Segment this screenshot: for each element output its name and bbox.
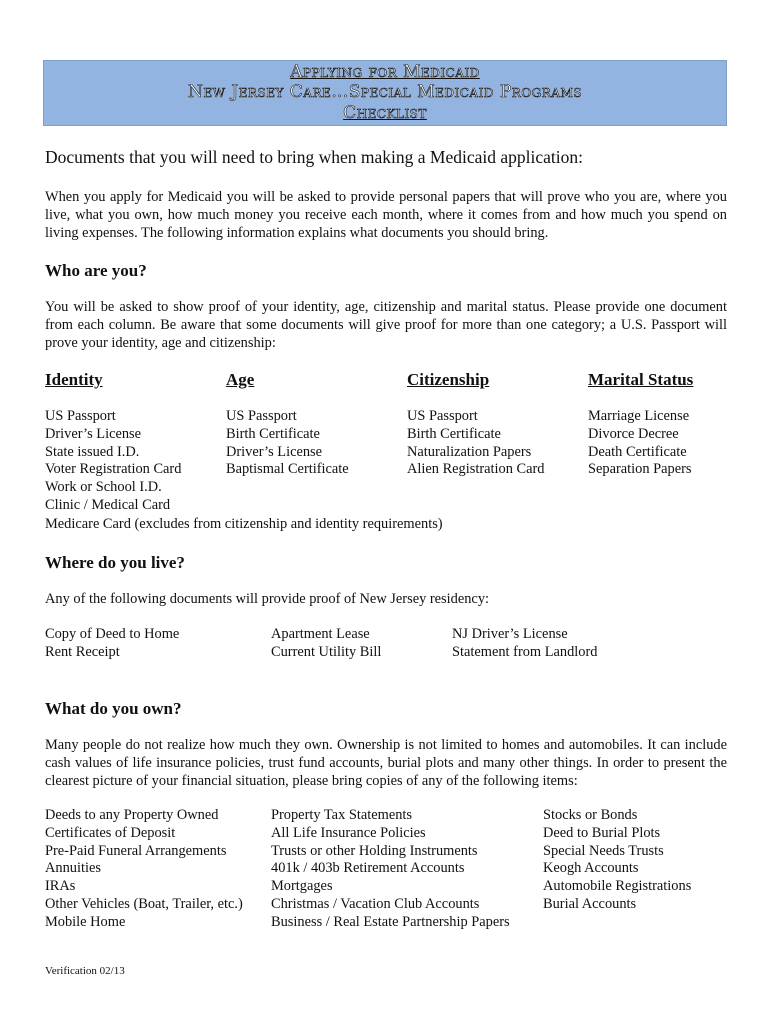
residency-list-1 — [45, 626, 179, 662]
list-item: Rent Receipt — [45, 643, 120, 660]
list-item: Alien Registration Card — [407, 461, 545, 478]
property-list-3 — [543, 807, 691, 914]
own-paragraph: Many people do not realize how much they own. Ownership is not limited to homes and automobiles. It can include cash values of life insurance policies, trust fund accounts, burial plots and many other things. In order to present the clearest picture of your financial situation, please bring copies of any of the following items: — [45, 737, 727, 789]
marital-list — [588, 408, 692, 479]
list-item: Other Vehicles (Boat, Trailer, etc.) — [45, 895, 243, 912]
list-item: Driver’s License — [45, 425, 142, 442]
list-item: Business / Real Estate Partnership Papers — [271, 913, 510, 930]
identity-list — [45, 408, 181, 515]
identity-column-title: Identity — [45, 370, 103, 389]
age-list — [226, 408, 349, 479]
list-item: Voter Registration Card — [45, 461, 182, 478]
list-item: Mobile Home — [45, 913, 126, 930]
banner-title: Applying for Medicaid — [290, 62, 480, 82]
marital-column-title: Marital Status — [588, 370, 694, 389]
list-item: Trusts or other Holding Instruments — [271, 842, 478, 859]
own-heading: What do you own? — [45, 699, 182, 718]
list-item: Pre-Paid Funeral Arrangements — [45, 842, 227, 859]
citizenship-list — [407, 408, 544, 479]
list-item: Special Needs Trusts — [543, 842, 664, 859]
title-banner — [43, 60, 727, 126]
list-item: Property Tax Statements — [271, 807, 413, 823]
list-item: Deed to Burial Plots — [543, 824, 661, 841]
where-paragraph: Any of the following documents will provide proof of New Jersey residency: — [45, 591, 490, 607]
list-item: Mortgages — [271, 878, 333, 895]
list-item: Deeds to any Property Owned — [45, 807, 219, 823]
list-item: Separation Papers — [588, 461, 692, 478]
list-item: US Passport — [45, 408, 116, 424]
list-item: State issued I.D. — [45, 443, 140, 460]
where-heading: Where do you live? — [45, 553, 185, 572]
list-item: Birth Certificate — [407, 425, 501, 442]
property-list-2 — [271, 807, 510, 932]
who-paragraph: You will be asked to show proof of your identity, age, citizenship and marital status. Please provide one document from each column. Be aware that some documents will give proof for more than one category; a U.S. Passport will prove your identity, age and citizenship: — [45, 299, 727, 351]
medicare-note: Medicare Card (excludes from citizenship and identity requirements) — [45, 516, 443, 532]
list-item: Birth Certificate — [226, 425, 320, 442]
banner-subtitle: New Jersey Care…Special Medicaid Programs — [188, 82, 582, 102]
list-item: Statement from Landlord — [452, 643, 598, 660]
list-item: Keogh Accounts — [543, 860, 639, 877]
list-item: Christmas / Vacation Club Accounts — [271, 895, 480, 912]
list-item: Annuities — [45, 860, 101, 877]
list-item: Copy of Deed to Home — [45, 626, 180, 642]
list-item: 401k / 403b Retirement Accounts — [271, 860, 465, 877]
list-item: Death Certificate — [588, 443, 687, 460]
list-item: Divorce Decree — [588, 425, 679, 442]
citizenship-column-title: Citizenship — [407, 370, 490, 389]
list-item: Burial Accounts — [543, 895, 637, 912]
list-item: Baptismal Certificate — [226, 461, 349, 478]
list-item: Certificates of Deposit — [45, 824, 176, 841]
list-item: All Life Insurance Policies — [271, 824, 426, 841]
list-item: Driver’s License — [226, 443, 323, 460]
list-item: Work or School I.D. — [45, 479, 162, 496]
list-item: IRAs — [45, 878, 76, 895]
residency-list-3 — [452, 626, 597, 662]
list-item: US Passport — [226, 408, 297, 424]
list-item: Clinic / Medical Card — [45, 496, 171, 513]
who-heading: Who are you? — [45, 261, 147, 280]
list-item: NJ Driver’s License — [452, 626, 568, 642]
list-item: US Passport — [407, 408, 478, 424]
property-list-1 — [45, 807, 243, 932]
intro-paragraph: When you apply for Medicaid you will be asked to provide personal papers that will prove who you are, where you live, what you own, how much money you receive each month, where it comes from and how much you spend on living expenses. The following information explains what documents you should bring. — [45, 189, 727, 241]
banner-checklist: Checklist — [343, 103, 427, 123]
list-item: Marriage License — [588, 408, 690, 424]
residency-list-2 — [271, 626, 381, 662]
age-column-title: Age — [226, 370, 255, 389]
list-item: Naturalization Papers — [407, 443, 532, 460]
list-item: Automobile Registrations — [543, 878, 692, 895]
intro-lead: Documents that you will need to bring when making a Medicaid application: — [45, 147, 583, 167]
list-item: Apartment Lease — [271, 626, 370, 642]
list-item: Stocks or Bonds — [543, 807, 638, 823]
footer-version: Verification 02/13 — [45, 965, 125, 977]
list-item: Current Utility Bill — [271, 643, 382, 660]
